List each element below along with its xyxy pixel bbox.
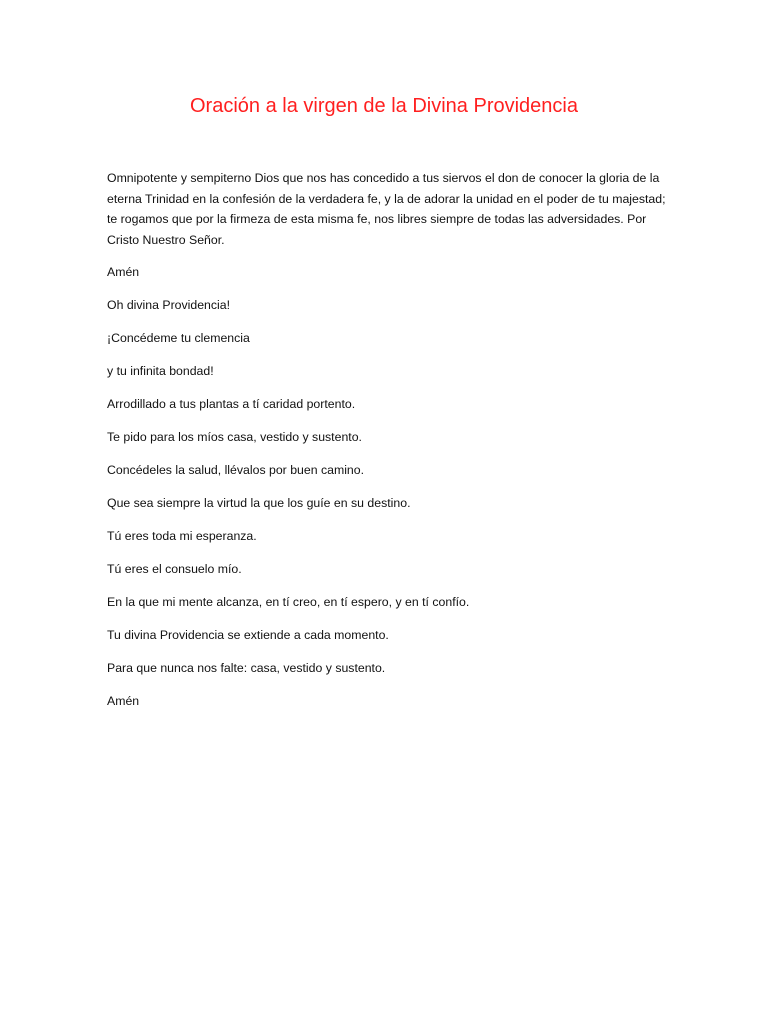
prayer-line: Te pido para los míos casa, vestido y sustento. [107, 430, 362, 444]
document-title: Oración a la virgen de la Divina Providencia [190, 95, 578, 117]
prayer-line: Tú eres el consuelo mío. [107, 562, 242, 576]
prayer-line: Amén [107, 694, 140, 708]
prayer-line: y tu infinita bondad! [107, 364, 214, 378]
prayer-line: Amén [107, 265, 140, 279]
prayer-line: Concédeles la salud, llévalos por buen camino. [107, 463, 365, 477]
prayer-line: Tú eres toda mi esperanza. [107, 529, 257, 543]
prayer-line: En la que mi mente alcanza, en tí creo, en tí espero, y en tí confío. [107, 595, 470, 609]
prayer-line: Que sea siempre la virtud la que los guíe en su destino. [107, 496, 411, 510]
prayer-line: Para que nunca nos falte: casa, vestido y sustento. [107, 661, 386, 675]
prayer-line: ¡Concédeme tu clemencia [107, 331, 250, 345]
prayer-line: Arrodillado a tus plantas a tí caridad portento. [107, 397, 356, 411]
prayer-line: Oh divina Providencia! [107, 298, 231, 312]
prayer-line: Tu divina Providencia se extiende a cada momento. [107, 628, 389, 642]
intro-paragraph: Omnipotente y sempiterno Dios que nos has concedido a tus siervos el don de conocer la gloria de la eterna Trinidad en la confesión de la verdadera fe, y la de adorar la unidad en el poder de tu majestad; te rogamos que por la firmeza de esta misma fe, nos libres siempre de todas las adversidades. Por Cristo Nuestro Señor. [107, 171, 666, 247]
